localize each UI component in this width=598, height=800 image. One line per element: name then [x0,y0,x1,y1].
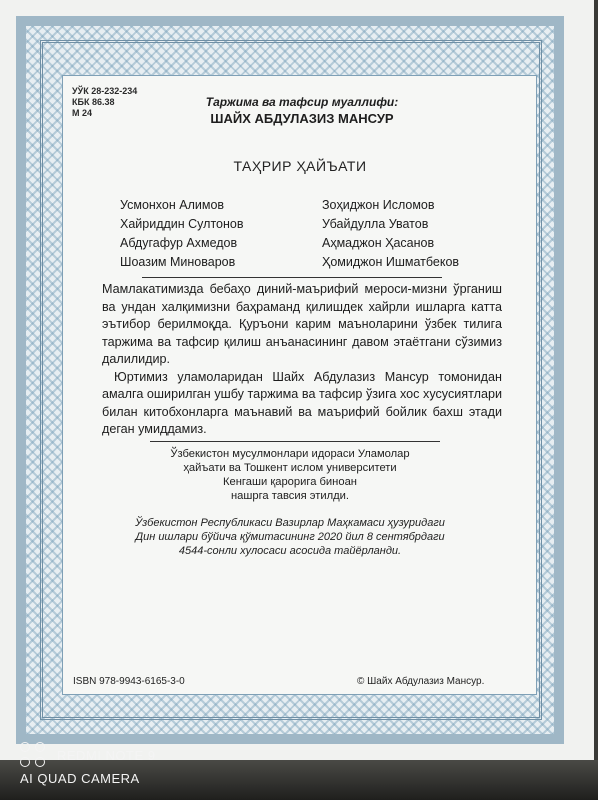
board-member: Убайдулла Уватов [322,217,429,231]
author-header [182,95,422,126]
board-member: Аҳмаджон Ҳасанов [322,236,435,250]
phone-model: REDMI NOTE 9 [57,747,156,763]
foreword-paragraph: Мамлакатимизда бебаҳо диний-маърифий мероси-мизни ўрганиш ва ундан халқимизни баҳраманд қилишдек хайрли ишларга катта эътибор берилмоқда. Қуръони карим маъноларини ўзбек тилига таржима ва тафсир қилиш анъанасининг давом этаётгани сўзимиз далилидир. [102,282,502,366]
board-members-left [120,196,243,272]
isbn: ISBN 978-9943-6165-3-0 [73,676,185,687]
board-member: Усмонхон Алимов [120,198,225,212]
approval-line: нашрга тавсия этилди. [230,490,350,502]
udk-code: УЎК 28-232-234 [72,86,138,96]
bbk-code: КБК 86.38 [72,97,115,107]
author-mark: М 24 [72,108,93,118]
approval-line: Ўзбекистон мусулмонлари идораси Уламолар [170,448,410,460]
camera-watermark [20,742,155,789]
camera-label: AI QUAD CAMERA [20,771,140,786]
board-member: Шоазим Миноваров [120,255,236,269]
divider [142,277,442,278]
approval-line: Кенгаши қарорига биноан [223,476,357,488]
camera-lens-icon [20,742,47,769]
author-name: ШАЙХ АБДУЛАЗИЗ МАНСУР [210,111,394,126]
approval-line: ҳайъати ва Тошкент ислом университети [183,462,397,474]
editorial-board-title: ТАҲРИР ҲАЙЪАТИ [233,158,367,174]
board-member: Зоҳиджон Исломов [322,198,435,212]
board-members-right [322,196,459,272]
copyright: © Шайх Абдулазиз Мансур. [357,676,485,687]
approval-note [140,447,440,503]
committee-line: Дин ишлари бўйича қўмитасининг 2020 йил 8 сентябрдаги [135,531,445,543]
committee-line: Ўзбекистон Республикаси Вазирлар Маҳкамаси ҳузуридаги [135,517,445,529]
board-member: Хайриддин Султонов [120,217,244,231]
foreword-paragraph: Юртимиз уламоларидан Шайх Абдулазиз Мансур томонидан амалга оширилган ушбу таржима ва тафсир ўзига хос хусусиятлари билан китобхонларга маънавий ва маърифий бойлик бахш этади деган умиддамиз. [102,369,502,436]
classification-codes [72,86,137,119]
divider [150,441,440,442]
committee-note [130,516,450,558]
author-caption: Таржима ва тафсир муаллифи: [205,95,399,109]
board-member: Абдугафур Ахмедов [120,236,238,250]
committee-line: 4544-сонли хулосаси асосида тайёрланди. [178,545,402,557]
board-member: Ҳомиджон Ишматбеков [322,255,460,269]
foreword [102,281,502,439]
